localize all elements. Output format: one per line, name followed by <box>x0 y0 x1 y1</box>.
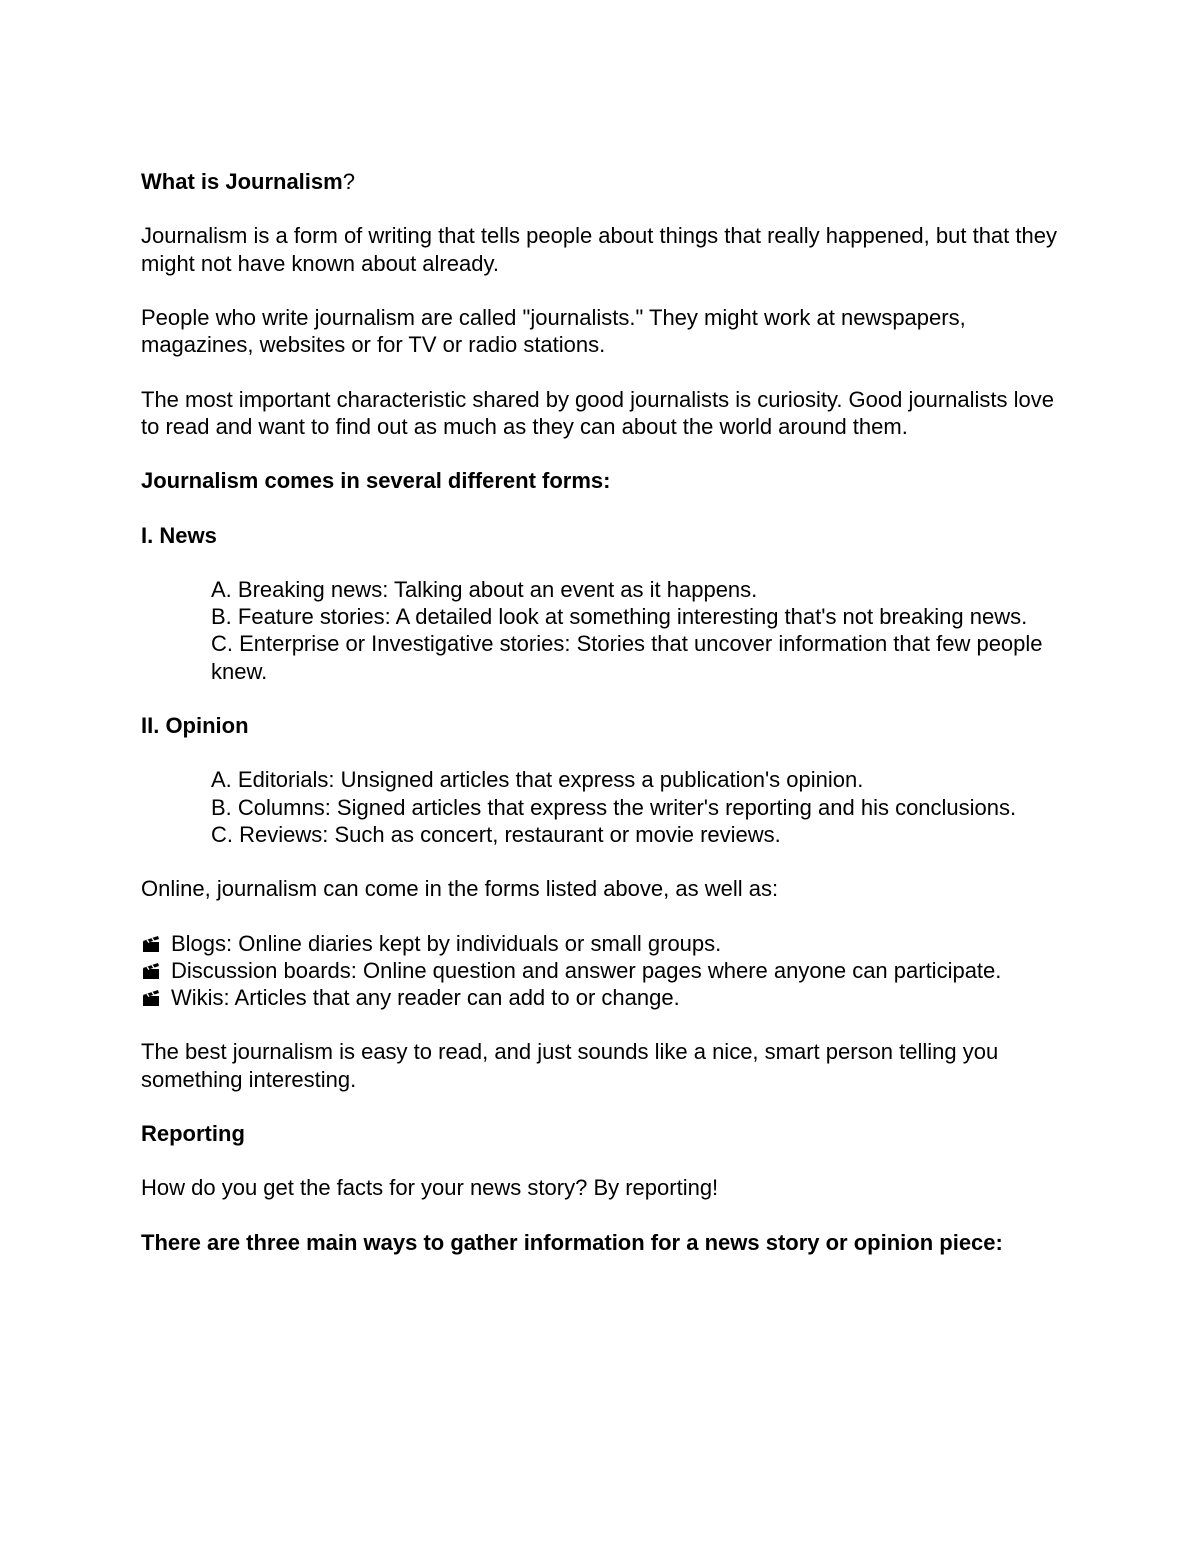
intro-paragraph-3: The most important characteristic shared by good journalists is curiosity. Good journalists love to read and want to find out as much as they can about the world around them. <box>141 386 1054 439</box>
clapperboard-icon <box>141 962 161 980</box>
news-heading: I. News <box>141 522 217 548</box>
list-item: B. Columns: Signed articles that express the writer's reporting and his conclusions. <box>211 794 1017 820</box>
reporting-paragraph: How do you get the facts for your news story? By reporting! <box>141 1175 719 1201</box>
online-list <box>141 930 1071 1012</box>
list-item: C. Reviews: Such as concert, restaurant or movie reviews. <box>211 821 781 847</box>
list-item: A. Breaking news: Talking about an event as it happens. <box>211 576 758 602</box>
forms-heading: Journalism comes in several different forms: <box>141 468 611 494</box>
intro-paragraph-2: People who write journalism are called "journalists." They might work at newspapers, magazines, websites or for TV or radio stations. <box>141 304 966 358</box>
list-item: C. Enterprise or Investigative stories: Stories that uncover information that few people knew. <box>211 631 1043 684</box>
clapperboard-icon <box>141 989 161 1007</box>
online-item-text: Blogs: Online diaries kept by individuals or small groups. <box>171 930 722 956</box>
title-text: What is Journalism <box>141 169 343 194</box>
list-item <box>141 957 1071 984</box>
reporting-heading: Reporting <box>141 1120 245 1146</box>
ways-heading: There are three main ways to gather information for a news story or opinion piece: <box>141 1229 1003 1255</box>
page-title <box>141 168 1071 195</box>
online-intro: Online, journalism can come in the forms listed above, as well as: <box>141 876 779 902</box>
clapperboard-icon <box>141 935 161 953</box>
list-item: B. Feature stories: A detailed look at something interesting that's not breaking news. <box>211 604 1028 630</box>
intro-paragraph-1: Journalism is a form of writing that tells people about things that really happened, but that they might not have known about already. <box>141 223 1057 276</box>
news-list <box>141 576 1071 685</box>
online-item-text: Discussion boards: Online question and answer pages where anyone can participate. <box>171 957 1002 983</box>
opinion-heading: II. Opinion <box>141 712 249 738</box>
list-item <box>141 984 1071 1011</box>
list-item <box>141 930 1071 957</box>
best-journalism-paragraph: The best journalism is easy to read, and just sounds like a nice, smart person telling you something interesting. <box>141 1039 999 1092</box>
opinion-list <box>141 766 1071 848</box>
online-item-text: Wikis: Articles that any reader can add to or change. <box>171 984 680 1010</box>
document-page <box>141 168 1071 1283</box>
list-item: A. Editorials: Unsigned articles that express a publication's opinion. <box>211 767 864 793</box>
title-question-mark: ? <box>342 169 355 194</box>
